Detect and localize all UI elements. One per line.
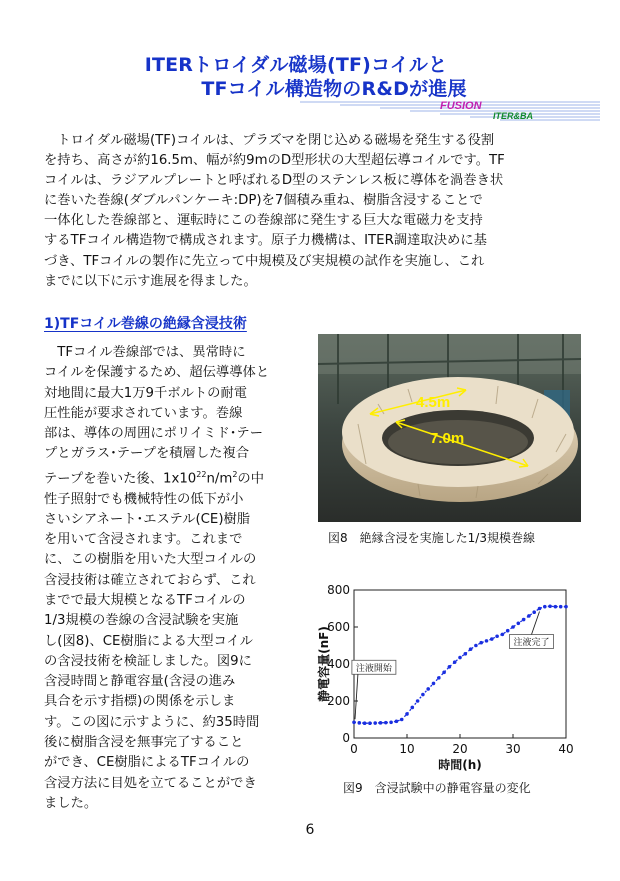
photo-label-width: 4.5m bbox=[416, 394, 451, 411]
chart-data-point bbox=[527, 614, 531, 618]
body-line: プとガラス･テープを積層した複合 bbox=[44, 446, 250, 462]
chart-data-point bbox=[426, 687, 430, 691]
chart-x-axis-label: 時間(h) bbox=[438, 758, 482, 772]
chart-data-point bbox=[564, 605, 568, 609]
body-line: 含浸方法に目処を立てることができ bbox=[44, 775, 257, 791]
iter-ba-badge: ITER&BA bbox=[493, 111, 533, 121]
chart-data-point bbox=[448, 665, 452, 669]
body-line: に、この樹脂を用いた大型コイルの bbox=[44, 552, 257, 568]
chart-data-point bbox=[543, 605, 547, 609]
chart-data-point bbox=[517, 622, 521, 626]
chart-data-point bbox=[490, 637, 494, 641]
body-line: し(図8)、CE樹脂による大型コイル bbox=[44, 633, 253, 649]
chart-data-point bbox=[363, 721, 367, 725]
capacitance-chart bbox=[314, 580, 590, 772]
chart-data-point bbox=[479, 641, 483, 645]
chart-data-point bbox=[495, 634, 499, 638]
chart-annotation-start: 注液開始 bbox=[355, 663, 392, 674]
chart-y-tick-label: 200 bbox=[327, 694, 350, 708]
chart-data-point bbox=[464, 652, 468, 656]
chart-data-point bbox=[405, 712, 409, 716]
chart-annotation-end: 注液完了 bbox=[513, 638, 550, 648]
figure8-caption: 図8 絶縁含浸を実施した1/3規模巻線 bbox=[328, 531, 535, 545]
chart-data-point bbox=[368, 721, 372, 725]
chart-data-point bbox=[538, 607, 542, 611]
chart-data-point bbox=[554, 605, 558, 609]
chart-data-point bbox=[379, 721, 383, 725]
chart-data-point bbox=[469, 647, 473, 651]
intro-line: づき、TFコイルの製作に先立って中規模及び実規模の試作を実施し、これ bbox=[44, 253, 485, 269]
body-line: 性子照射でも機械特性の低下が小 bbox=[44, 491, 244, 507]
body-paragraph bbox=[44, 343, 304, 814]
body-text-fragment: n/m bbox=[206, 471, 233, 487]
intro-paragraph bbox=[44, 131, 582, 292]
chart-x-tick-label: 40 bbox=[558, 742, 574, 756]
chart-data-point bbox=[395, 720, 399, 724]
body-line: さいシアネート･エステル(CE)樹脂 bbox=[44, 511, 251, 527]
chart-x-tick-label: 30 bbox=[505, 742, 521, 756]
intro-line: に巻いた巻線(ダブルパンケーキ:DP)を7個積み重ね、樹脂含浸することで bbox=[44, 193, 483, 209]
chart-y-tick-label: 400 bbox=[327, 657, 350, 671]
chart-data-point bbox=[384, 721, 388, 725]
body-line: までで最大規模となるTFコイルの bbox=[44, 592, 246, 608]
intro-line: するTFコイル構造物で構成されます。原子力機構は、ITER調達取決めに基 bbox=[44, 233, 487, 249]
chart-data-point bbox=[373, 721, 377, 725]
chart-data-point bbox=[432, 682, 436, 686]
superscript-exponent: 2 bbox=[232, 469, 238, 479]
chart-data-point bbox=[442, 671, 446, 675]
chart-data-point bbox=[506, 629, 510, 633]
body-line: ができ、CE樹脂によるTFコイルの bbox=[44, 755, 250, 771]
chart-data-point bbox=[416, 699, 420, 703]
chart-y-tick-label: 0 bbox=[342, 731, 350, 745]
body-line: を用いて含浸されます。これまで bbox=[44, 532, 243, 548]
chart-data-point bbox=[400, 718, 404, 722]
body-line: TFコイル巻線部では、異常時に bbox=[44, 345, 246, 360]
coil-photo bbox=[318, 334, 581, 522]
body-line: の含浸技術を検証しました。図9に bbox=[44, 653, 252, 669]
chart-data-point bbox=[559, 605, 563, 609]
chart-data-point bbox=[411, 706, 415, 710]
body-line: 対地間に最大1万9千ボルトの耐電 bbox=[44, 385, 248, 401]
body-text-fragment: テープを巻いた後、1x10 bbox=[44, 471, 197, 487]
chart-data-point bbox=[511, 625, 515, 629]
chart-data-point bbox=[421, 693, 425, 697]
intro-line: までに以下に示す進展を得ました。 bbox=[44, 273, 257, 289]
chart-data-point bbox=[485, 639, 489, 643]
chart-data-point bbox=[352, 720, 356, 724]
chart-data-point bbox=[501, 633, 505, 637]
title-line-2: TFコイル構造物のR&Dが進展 bbox=[201, 78, 467, 100]
body-text-fragment: の中 bbox=[237, 471, 265, 487]
body-line: 部は、導体の周囲にポリイミド･テー bbox=[44, 426, 263, 442]
chart-data-point bbox=[389, 720, 393, 724]
body-line: 後に樹脂含浸を無事完了すること bbox=[44, 735, 244, 751]
chart-data-point bbox=[458, 656, 462, 660]
photo-label-length: 7.0m bbox=[430, 430, 465, 447]
body-line: す。この図に示すように、約35時間 bbox=[44, 714, 260, 730]
chart-data-point bbox=[474, 644, 478, 648]
body-line: 具合を示す指標)の関係を示しま bbox=[44, 694, 236, 710]
chart-y-axis-label: 静電容量(nF) bbox=[317, 626, 331, 702]
intro-line: コイルは、ラジアルプレートと呼ばれるD型のステンレス板に導体を渦巻き状 bbox=[44, 173, 504, 189]
intro-line: を持ち、高さが約16.5m、幅が約9mのD型形状の大型超伝導コイルです。TF bbox=[44, 153, 505, 169]
intro-line: トロイダル磁場(TF)コイルは、プラズマを閉じ込める磁場を発生する役割 bbox=[44, 133, 495, 148]
coil-photo-illustration bbox=[318, 334, 581, 522]
chart-y-tick-label: 800 bbox=[327, 583, 350, 597]
intro-line: 一体化した巻線部と、運転時にこの巻線部に発生する巨大な電磁力を支持 bbox=[44, 213, 483, 229]
chart-data-point bbox=[532, 610, 536, 614]
chart-data-point bbox=[522, 618, 526, 622]
superscript-exponent: 22 bbox=[196, 469, 207, 479]
chart-y-tick-label: 600 bbox=[327, 620, 350, 634]
chart-x-tick-label: 0 bbox=[350, 742, 358, 756]
body-line: コイルを保護するため、超伝導導体と bbox=[44, 365, 270, 381]
fusion-badge: FUSION bbox=[440, 100, 482, 112]
section-heading: 1)TFコイル巻線の絶縁含浸技術 bbox=[44, 316, 247, 332]
body-line: ました。 bbox=[44, 795, 98, 811]
chart-data-point bbox=[358, 721, 362, 725]
chart-x-tick-label: 10 bbox=[399, 742, 415, 756]
page-number: 6 bbox=[305, 822, 315, 838]
body-line: 含浸時間と静電容量(含浸の進み bbox=[44, 674, 236, 690]
body-line: 含浸技術は確立されておらず、これ bbox=[44, 572, 256, 588]
figure9-caption: 図9 含浸試験中の静電容量の変化 bbox=[343, 781, 531, 795]
body-line: 1/3規模の巻線の含浸試験を実施 bbox=[44, 613, 239, 629]
chart-data-point bbox=[548, 604, 552, 608]
body-line: 圧性能が要求されています。巻線 bbox=[44, 405, 243, 421]
chart-x-tick-label: 20 bbox=[452, 742, 468, 756]
chart-data-point bbox=[453, 660, 457, 664]
chart-data-point bbox=[437, 676, 441, 680]
body-line-with-superscripts bbox=[44, 465, 304, 490]
title-line-1: ITERトロイダル磁場(TF)コイルと bbox=[144, 54, 448, 76]
